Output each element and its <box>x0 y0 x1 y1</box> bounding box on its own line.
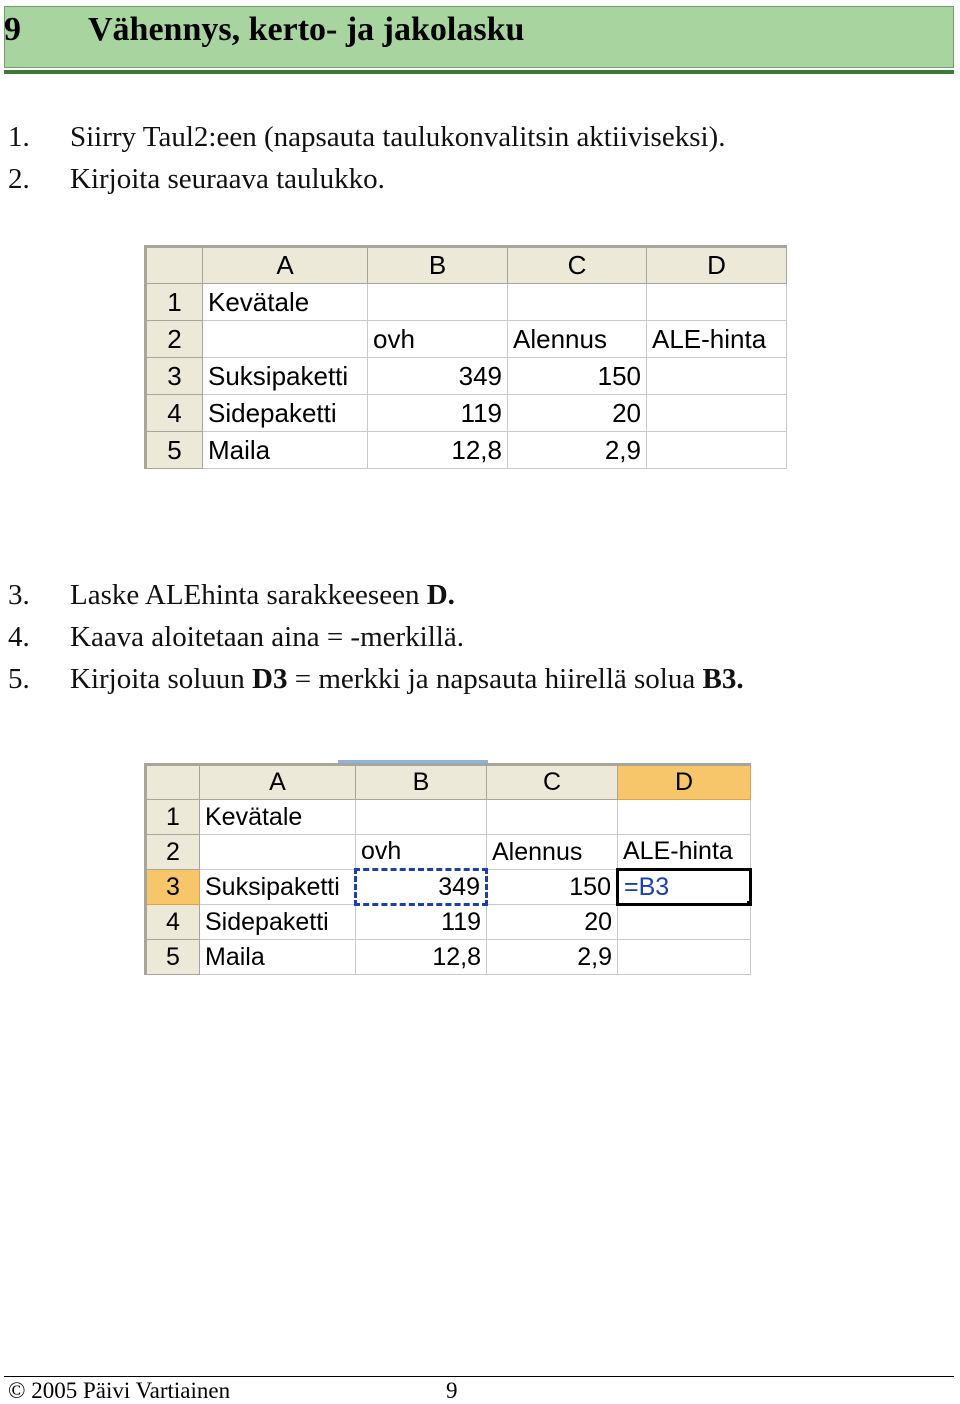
cell-c4: 20 <box>487 905 618 940</box>
column-header-d-active: D <box>618 765 751 800</box>
step-text: Kirjoita seuraava taulukko. <box>70 163 385 195</box>
step-text: Laske ALEhinta sarakkeeseen <box>70 579 427 611</box>
column-header-d: D <box>647 247 787 284</box>
cell-b3-referenced[interactable]: 349 <box>356 870 487 905</box>
step-emphasis: D3 <box>252 663 288 695</box>
cell-a4: Sidepaketti <box>200 905 356 940</box>
step-number: 3. <box>8 579 30 611</box>
row-header: 2 <box>146 321 203 358</box>
cell-d3 <box>647 358 787 395</box>
sheet-row <box>146 358 787 395</box>
cell-d1 <box>618 800 751 835</box>
cell-a4: Sidepaketti <box>203 395 368 432</box>
instruction-step <box>8 616 744 658</box>
cell-b1 <box>368 284 508 321</box>
cell-c3: 150 <box>508 358 647 395</box>
column-header-row <box>146 247 787 284</box>
step-number: 2. <box>8 163 30 195</box>
cell-a3: Suksipaketti <box>200 870 356 905</box>
cell-c5: 2,9 <box>487 940 618 975</box>
cell-b3: 349 <box>368 358 508 395</box>
cell-c4: 20 <box>508 395 647 432</box>
step-text: Kirjoita soluun <box>70 663 253 695</box>
cell-b1 <box>356 800 487 835</box>
cell-a5: Maila <box>203 432 368 469</box>
cell-a1: Kevätale <box>200 800 356 835</box>
fill-handle[interactable] <box>747 901 751 905</box>
row-header: 4 <box>146 395 203 432</box>
row-header: 5 <box>146 940 200 975</box>
sheet-row <box>146 432 787 469</box>
cell-b4: 119 <box>356 905 487 940</box>
cell-c3: 150 <box>487 870 618 905</box>
sheet-row <box>146 835 751 870</box>
sheet-row <box>146 284 787 321</box>
cell-c5: 2,9 <box>508 432 647 469</box>
instruction-list-middle <box>8 574 744 700</box>
row-header-active: 3 <box>146 870 200 905</box>
sheet-row <box>146 800 751 835</box>
cell-d5 <box>618 940 751 975</box>
cell-a3: Suksipaketti <box>203 358 368 395</box>
cell-d3-active[interactable] <box>618 870 751 905</box>
step-number: 1. <box>8 121 30 153</box>
sheet-row <box>146 905 751 940</box>
cell-c2: Alennus <box>508 321 647 358</box>
step-text-continued: = merkki ja napsauta hiirellä solua <box>287 663 703 695</box>
step-emphasis: D. <box>426 579 455 611</box>
chapter-number: 9 <box>4 11 21 48</box>
column-header-a: A <box>203 247 368 284</box>
cell-c1 <box>508 284 647 321</box>
step-number: 4. <box>8 621 30 653</box>
cell-c1 <box>487 800 618 835</box>
column-header-b: B <box>368 247 508 284</box>
cell-b5: 12,8 <box>368 432 508 469</box>
cell-d1 <box>647 284 787 321</box>
formula-text: =B3 <box>624 872 670 901</box>
row-header: 1 <box>146 800 200 835</box>
row-header: 4 <box>146 905 200 940</box>
column-header-b: B <box>356 765 487 800</box>
cell-b4: 119 <box>368 395 508 432</box>
row-header: 3 <box>146 358 203 395</box>
instruction-list-top <box>8 116 725 200</box>
column-header-row <box>146 765 751 800</box>
select-all-corner <box>146 247 203 284</box>
cell-a5: Maila <box>200 940 356 975</box>
step-emphasis-2: B3. <box>702 663 744 695</box>
spreadsheet-example-2 <box>144 763 752 975</box>
column-header-c: C <box>508 247 647 284</box>
chapter-heading-rule <box>4 70 954 74</box>
cell-a2 <box>203 321 368 358</box>
spreadsheet-example-1 <box>144 245 787 469</box>
cell-d5 <box>647 432 787 469</box>
column-header-c: C <box>487 765 618 800</box>
sheet-row-active <box>146 870 751 905</box>
step-text: Siirry Taul2:een (napsauta taulukonvalitsin aktiiviseksi). <box>70 121 726 153</box>
cell-a2 <box>200 835 356 870</box>
footer-copyright: © 2005 Päivi Vartiainen <box>8 1378 231 1403</box>
cell-c2: Alennus <box>487 835 618 870</box>
instruction-step <box>8 574 744 616</box>
chapter-title: Vähennys, kerto- ja jakolasku <box>88 11 525 48</box>
footer-page-number: 9 <box>446 1378 458 1403</box>
sheet-row <box>146 940 751 975</box>
cell-d4 <box>618 905 751 940</box>
cell-d2: ALE-hinta <box>647 321 787 358</box>
cell-d2: ALE-hinta <box>618 835 751 870</box>
instruction-step <box>8 158 725 200</box>
select-all-corner <box>146 765 200 800</box>
instruction-step <box>8 116 725 158</box>
footer-rule <box>4 1376 954 1377</box>
step-number: 5. <box>8 663 30 695</box>
row-header: 5 <box>146 432 203 469</box>
instruction-step <box>8 658 744 700</box>
cell-b2: ovh <box>368 321 508 358</box>
step-text: Kaava aloitetaan aina = -merkillä. <box>70 621 464 653</box>
cell-a1: Kevätale <box>203 284 368 321</box>
cell-b2: ovh <box>356 835 487 870</box>
sheet-row <box>146 321 787 358</box>
row-header: 2 <box>146 835 200 870</box>
column-header-a: A <box>200 765 356 800</box>
cell-d4 <box>647 395 787 432</box>
sheet-row <box>146 395 787 432</box>
cell-b5: 12,8 <box>356 940 487 975</box>
row-header: 1 <box>146 284 203 321</box>
